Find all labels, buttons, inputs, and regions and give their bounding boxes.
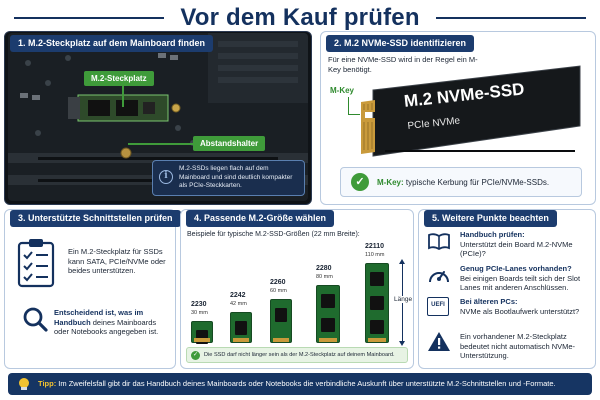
size-note-box — [186, 347, 408, 363]
ssd-card-2242 — [230, 312, 252, 343]
book-icon — [427, 232, 451, 250]
item-2-text: Bei einigen Boards teilt sich der Slot Lanes mit anderen Anschlüssen. — [460, 273, 581, 292]
ssd-size-length: 110 mm — [365, 252, 385, 258]
gauge-icon — [427, 265, 451, 285]
ssd-size-length: 30 mm — [191, 310, 208, 316]
callout-slot-line — [122, 84, 124, 107]
section-4-header: 4. Passende M.2-Größe wählen — [186, 210, 334, 227]
lightbulb-base — [21, 387, 27, 390]
warning-icon — [427, 331, 451, 352]
section-3-text: Ein M.2-Steckplatz für SSDs kann SATA, PCIe/NVMe oder beides unterstützen. — [68, 247, 166, 275]
section-4-intro: Beispiele für typische M.2-SSD-Größen (22 mm Breite): — [187, 231, 360, 238]
m-key-check-text: typische Kerbung für PCIe/NVMe-SSDs. — [405, 178, 550, 187]
ssd-chip — [321, 294, 335, 308]
ssd-chip — [275, 308, 287, 322]
ssd-title: M.2 NVMe-SSD — [403, 79, 526, 111]
callout-m2-slot: M.2-Steckplatz — [84, 71, 154, 86]
uefi-icon: UEFI — [427, 297, 449, 316]
tip-text: Im Zweifelsfall gibt dir das Handbuch deines Mainboards oder Notebooks die verbindliche Auskunft über unterstützte M.2-Schnittstellen und -Formate. — [58, 379, 556, 388]
length-arrow-up-icon — [399, 259, 405, 264]
ssd-connector — [319, 338, 337, 342]
nvme-ssd-illustration — [355, 60, 585, 160]
ssd-size-name: 2242 — [230, 292, 246, 299]
ssd-size-length: 42 mm — [230, 301, 247, 307]
m-key-check-bold: M-Key: — [377, 178, 404, 187]
ssd-connector — [233, 338, 249, 342]
search-icon — [22, 306, 48, 332]
item-3-text: NVMe als Bootlaufwerk unterstützt? — [460, 306, 580, 316]
ssd-size-length: 60 mm — [270, 288, 287, 294]
section-interfaces-panel — [4, 209, 176, 369]
ssd-size-name: 2230 — [191, 301, 207, 308]
section-1-info-box — [152, 160, 305, 196]
ssd-connector — [194, 338, 210, 342]
callout-spacer: Abstandshalter — [193, 136, 265, 151]
m-key-check-box — [340, 167, 582, 197]
item-1-title: Handbuch prüfen: — [460, 230, 525, 239]
item-4-text: Ein vorhandener M.2-Steckplatz bedeutet nicht automatisch NVMe-Unterstützung. — [460, 332, 576, 360]
section-5-header: 5. Weitere Punkte beachten — [424, 210, 557, 227]
ssd-chip — [321, 318, 335, 332]
ssd-size-name: 22110 — [365, 243, 385, 250]
m-key-label: M-Key — [330, 86, 355, 95]
ssd-card-2230 — [191, 321, 213, 343]
ssd-chip — [370, 296, 384, 310]
ssd-size-name: 2260 — [270, 279, 286, 286]
item-3-title: Bei älteren PCs: — [460, 297, 518, 306]
ssd-card-22110 — [365, 263, 389, 343]
ssd-card-2280 — [316, 285, 340, 343]
section-1-header: 1. M.2-Steckplatz auf dem Mainboard finden — [10, 35, 213, 52]
section-3-emphasis: Entscheidend ist, was im Handbuch — [54, 308, 144, 327]
ssd-chip — [370, 272, 384, 286]
tip-label: Tipp: — [38, 379, 57, 388]
ssd-connector — [273, 338, 289, 342]
check-icon: ✓ — [351, 173, 369, 191]
length-arrow-down-icon — [399, 341, 405, 346]
ssd-card-2260 — [270, 299, 292, 343]
checklist-icon — [16, 238, 56, 288]
tip-bar — [8, 373, 592, 395]
item-2-title: Genug PCIe-Lanes vorhanden? — [460, 264, 572, 273]
section-3-manual-text: deines Mainboards oder Notebooks angegeben ist. — [54, 317, 159, 336]
info-icon: i — [159, 170, 173, 184]
section-2-header: 2. M.2 NVMe-SSD identifizieren — [326, 35, 474, 52]
ssd-connector — [368, 338, 386, 342]
callout-spacer-line — [128, 143, 193, 145]
ssd-size-name: 2280 — [316, 265, 332, 272]
ssd-chip — [370, 320, 384, 334]
section-1-info-text: M.2-SSDs liegen flach auf dem Mainboard und sind deutlich kompakter als PCIe-Steckkarten. — [179, 165, 293, 189]
note-check-icon: ✓ — [192, 352, 199, 358]
size-note-text: Die SSD darf nicht länger sein als der M.2-Steckplatz auf deinem Mainboard. — [204, 351, 395, 358]
section-2-intro: Für eine NVMe-SSD wird in der Regel ein M-Key benötigt. — [328, 55, 478, 74]
ssd-chip — [235, 321, 247, 335]
ssd-size-length: 80 mm — [316, 274, 333, 280]
section-3-header: 3. Unterstützte Schnittstellen prüfen — [10, 210, 181, 227]
ssd-subtitle: PCIe NVMe — [407, 115, 461, 132]
length-label: Länge — [394, 296, 413, 303]
item-1-text: Unterstützt dein Board M.2-NVMe (PCIe)? — [460, 239, 573, 258]
page-title: Vor dem Kauf prüfen — [180, 4, 420, 31]
